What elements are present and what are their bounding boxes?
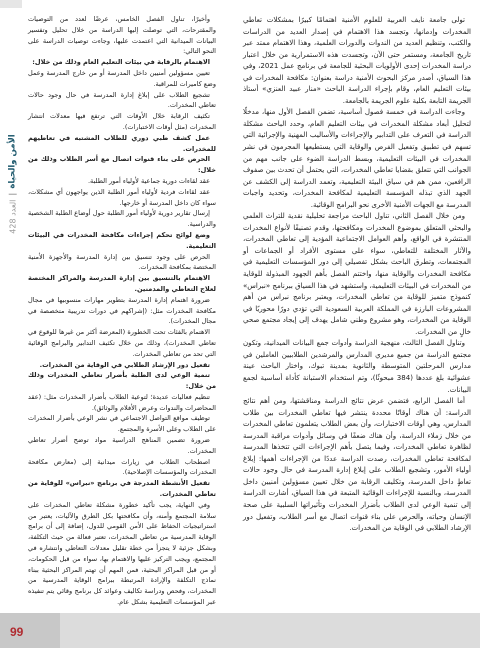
paragraph: تنظيم فعاليات عديدة؛ لتوعية الطلاب بأضرار المخدرات مثل: (عقد المحاضرات والندوات وعرض الأفلام والوثائق). [28,392,216,412]
paragraph: عقد لقاءات فردية لأولياء أمور الطلبة الذين يواجهون أي مشكلات، سواء كان داخل المدرسة أو خارجها. [28,187,216,207]
paragraph: وأخيرًا، تناول الفصل الخامس، عرضًا لعدد من التوصيات والمقترحات، التي توصلت إليها الدراسة من خلال تحليل وتفسير البيانات الميدانية التي اعتمدت عليها، وجاءت توصيات الدراسة على النحو التالي: [28,15,216,56]
paragraph: تشجيع الطلاب على إبلاغ إدارة المدرسة في حال وجود حالات تعاطي المخدرات. [28,90,216,110]
paragraph: ضرورة تضمين المناهج الدراسية مواد توضح أضرار تعاطي المخدرات. [28,436,216,455]
footer-tab [0,613,60,648]
footer-band [0,613,480,648]
paragraph: تعيين مسؤولين أمنيين داخل المدرسة أو من خارج المدرسة وعمل وضع كاميرات للمراقبة. [28,68,216,88]
paragraph: وفي النهاية، يجب تأكيد خطورة مشكلة تعاطي المخدرات على سلامة المجتمع وأمنه، وأن مكافحتها بكل الطرق والآليات، يعتبر من استراتيجيات الحفاظ على الأمن القومي للدول، إضافة إلى أن برامج الوقاية المدرسية من تعاطي المخدرات، تعتبر فعالة من حيث التكلفة، وبشكل جزئية لا يتجزأ من خطة تقليل معدلات التعاطي وانتشاره في المجتمع، ويجب التركيز عليها والاهتمام بها، سواء من قبل الحكومات، أو من قبل المراكز البحثية، فمن المهم أن تهتم المراكز البحثية ببناء نماذج التكلفة والإرادة المرتبطة ببرامج الوقاية المدرسية من المخدرات، وفحص ودراسة تكاليف وعوائد كل برنامج وقائي يتم تنفيذه عبر المؤسسات التعليمية بشكل عام. [28,500,216,607]
corner-tab [0,0,22,8]
section-title: الأمن والحياة [7,134,18,189]
paragraph: الاهتمام بالتنسيق بين إدارة المدرسة والمراكز المختصة لعلاج التعاطي والمدمنين. [28,274,216,293]
paragraph: إرسال تقارير دورية لأولياء أمور الطلبة حول أوضاع الطلبة الشخصية والدراسية. [28,209,216,229]
paragraph: وتناول الفصل الثالث، منهجية الدراسة وأدوات جمع البيانات الميدانية، وتكون مجتمع الدراسة من جميع مديري المدارس والمرشدين الطلابيين العاملين في مدارس المرحلتين المتوسطة والثانوية بمدينة تبوك، واختار الباحث عينة عشوائية بلغ عددها (384 مبحوثًا)، وتم استخدام الاستبانة كأداة أساسية لجمع البيانات. [243,338,471,394]
paragraph: أما الفصل الرابع، فتضمن عرض نتائج الدراسة ومناقشتها، ومن أهم نتائج الدراسة: أن هناك أوقاتًا محددة ينتشر فيها تعاطي المخدرات بين طلاب المدارس، وهي أوقات الاختبارات، وأن بعض الطلاب يتعلمون تعاطي المخدرات من خلال زملاء الدراسة، وأن هناك ضعفًا في وسائل وأدوات مراقبة المدرسة لظاهرة تعاطي المخدرات، وفيما يتصل بأهم الإجراءات التي تتخذها المدرسة لمكافحة تعاطي المخدرات، رصدت الدراسة عددًا من الإجراءات أهمها: إبلاغ أولياء الأمور، وتشجيع الطلاب على إبلاغ إدارة المدرسة في حال وجود حالات تعاطٍ داخل المدرسة، وتكليف الرقابة من خلال تعيين مسؤولين أمنيين داخل المدرسة، وبالنسبة للإجراءات الوقائية المتبعة في هذا السياق، أشارت الدراسة إلى تنمية الوعي لدى الطلاب بأضرار المخدرات وتأثيراتها السلبية على صحة الإنسان وحياته، والحرص على بناء قنوات اتصال مع أسر الطلاب، وتفعيل دور الإرشاد الطلابي في الوقاية من المخدرات. [243,396,471,533]
paragraph: تكثيف الرقابة خلال الأوقات التي ترتفع فيها معدلات انتشار المخدرات (مثل أوقات الاختبارات). [28,112,216,131]
page-number: 99 [10,625,24,639]
paragraph: اصطحاب الطلاب في زيارات ميدانية إلى (معارض مكافحة المخدرات والمؤسسات الإصلاحية). [28,457,216,477]
paragraph: الاهتمام بالرقابة في بيئات التعليم العام وذلك من خلال: [32,58,210,67]
paragraph: ضرورة اهتمام إدارة المدرسة بتطوير مهارات منسوبيها في مجال مكافحة المخدرات مثل: (إشراكهم في دورات تدريبية متخصصة في مجال المخدرات). [28,295,216,326]
paragraph: تفعيل الأنشطة المدرجة في برنامج «نبراس» للوقاية من تعاطي المخدرات. [28,479,216,499]
paragraph: عقد لقاءات دورية جماعية لأولياء أمور الطلبة. [87,176,210,185]
section-sidebar [3,94,23,274]
paragraph: تنمية الوعي لدى الطلبة بأضرار تعاطي المخدرات وذلك من خلال: [28,371,216,391]
paragraph: الاهتمام بالفئات تحت الخطورة (المعرضة أكثر من غيرها للوقوع في تعاطي المخدرات)، وذلك من خلال تكثيف التدابير والبرامج الوقائية التي تحد من تعاطي المخدرات. [28,328,216,358]
article-column-right [243,14,471,534]
paragraph: وجاءت الدراسة في خمسة فصول أساسية، تضمن الفصل الأول منها، مدخلًا لتحليل أبعاد مشكلة المخدرات في بيئات التعليم العام، وحدد الباحث مشكلة الدراسة في التعرف على التدابير والإجراءات والأساليب المهنية والإجرائية التي تسهم في تطبيق وتفعيل الفرص والوقاية التي يستطيعها المجرمون في نشر المخدرات في البيئات التعليمية، وبسط الدراسة الضوء على جانب مهم من الجوانب التي تتعلق بقضايا تعاطي المخدرات، التي يحتمل أن تحدث بين صفوف الرافعين، ممن هم في سياق البيئة التعليمية، وتعمد الدراسة إلى الكشف عن الجهد الذي تبذله المؤسسة التعليمية لمكافحة المخدرات، وتحديد واجبات المدرسة مع الجهات الأمنية الأخرى نحو البرامج الوقائية. [243,107,471,209]
issue-label: العدد 428 [8,199,18,234]
article-column-left [28,14,216,608]
paragraph: ومن خلال الفصل الثاني، تناول الباحث مراجعة تحليلية نقدية للتراث العلمي والبحثي المتعلق بموضوع المخدرات ومكافحتها، وقدم تصنيفًا لأنواع المخدرات المنتشرة في الواقع، وأهم العوامل الاجتماعية المؤدية إلى تعاطي المخدرات، والآثار المختلفة للتعاطي، سواء على مستوى الأفراد أو الجماعات أو المجتمعات، وتطرق الباحث بشكل تفصيلي إلى دور المؤسسات التعليمية في مكافحة المخدرات والوقاية منها، واختتم الفصل بأهم الجهود المبذولة للوقاية من المخدرات في البيئات التعليمية، واستشهد في هذا السياق ببرنامج «نبراس» كنموذج متميز للوقاية من تعاطي المخدرات، ويعتبر برنامج نبراس من أهم المشروعات البارزة في المملكة العربية السعودية التي تؤدي دورًا محوريًا في الوقاية من المخدرات، وهو مشروع وطني شامل يهدف إلى إيجاد مجتمع صحي خالٍ من المخدرات. [243,211,471,336]
paragraph: تفعيل دور الإرشاد الطلابي في الوقاية من المخدرات. [39,360,210,369]
paragraph: تولى جامعة نايف العربية للعلوم الأمنية اهتمامًا كبيرًا بمشكلات تعاطي المخدرات وإدمانها، وتجسد هذا الاهتمام في إصدار العديد من الدراسات والكتب، وتنظيم العديد من الندوات والدورات العلمية، وهذا الاهتمام ممتد عبر تاريخ الجامعة، ومستمر حتى الآن، وتجسدت هذه الاستمرارية من خلال اعتبار دراسة المخدرات إحدى الأولويات البحثية للجامعة في برنامج عمل 2021، وفي هذا السياق، أصدر مركز البحوث الأمنية دراسة بعنوان: مكافحة المخدرات في بيئات التعليم العام، وقام بإجراء الدراسة الباحث «منار عبيد العنزي» أستاذ الجريمة التابعة بكلية علوم الجريمة بالجامعة. [243,15,471,105]
paragraph: عمل كشف طبي دوري للطلاب المشتبه في تعاطيهم للمخدرات. [28,133,216,153]
paragraph: توظيف مواقع التواصل الاجتماعي في نشر الوعي بأضرار المخدرات على الطلاب وعلى الأسرة والمجتمع. [28,414,216,434]
sidebar-divider [9,194,17,195]
paragraph: الحرص على وجود تنسيق بين إدارة المدرسة والأجهزة الأمنية المختصة بمكافحة المخدرات. [28,252,216,272]
paragraph: وضع لوائح تحكم إجراءات مكافحة المخدرات في البيئات التعليمية. [28,230,216,250]
paragraph: الحرص على بناء قنوات اتصال مع أسر الطلاب وذلك من خلال: [28,155,216,175]
